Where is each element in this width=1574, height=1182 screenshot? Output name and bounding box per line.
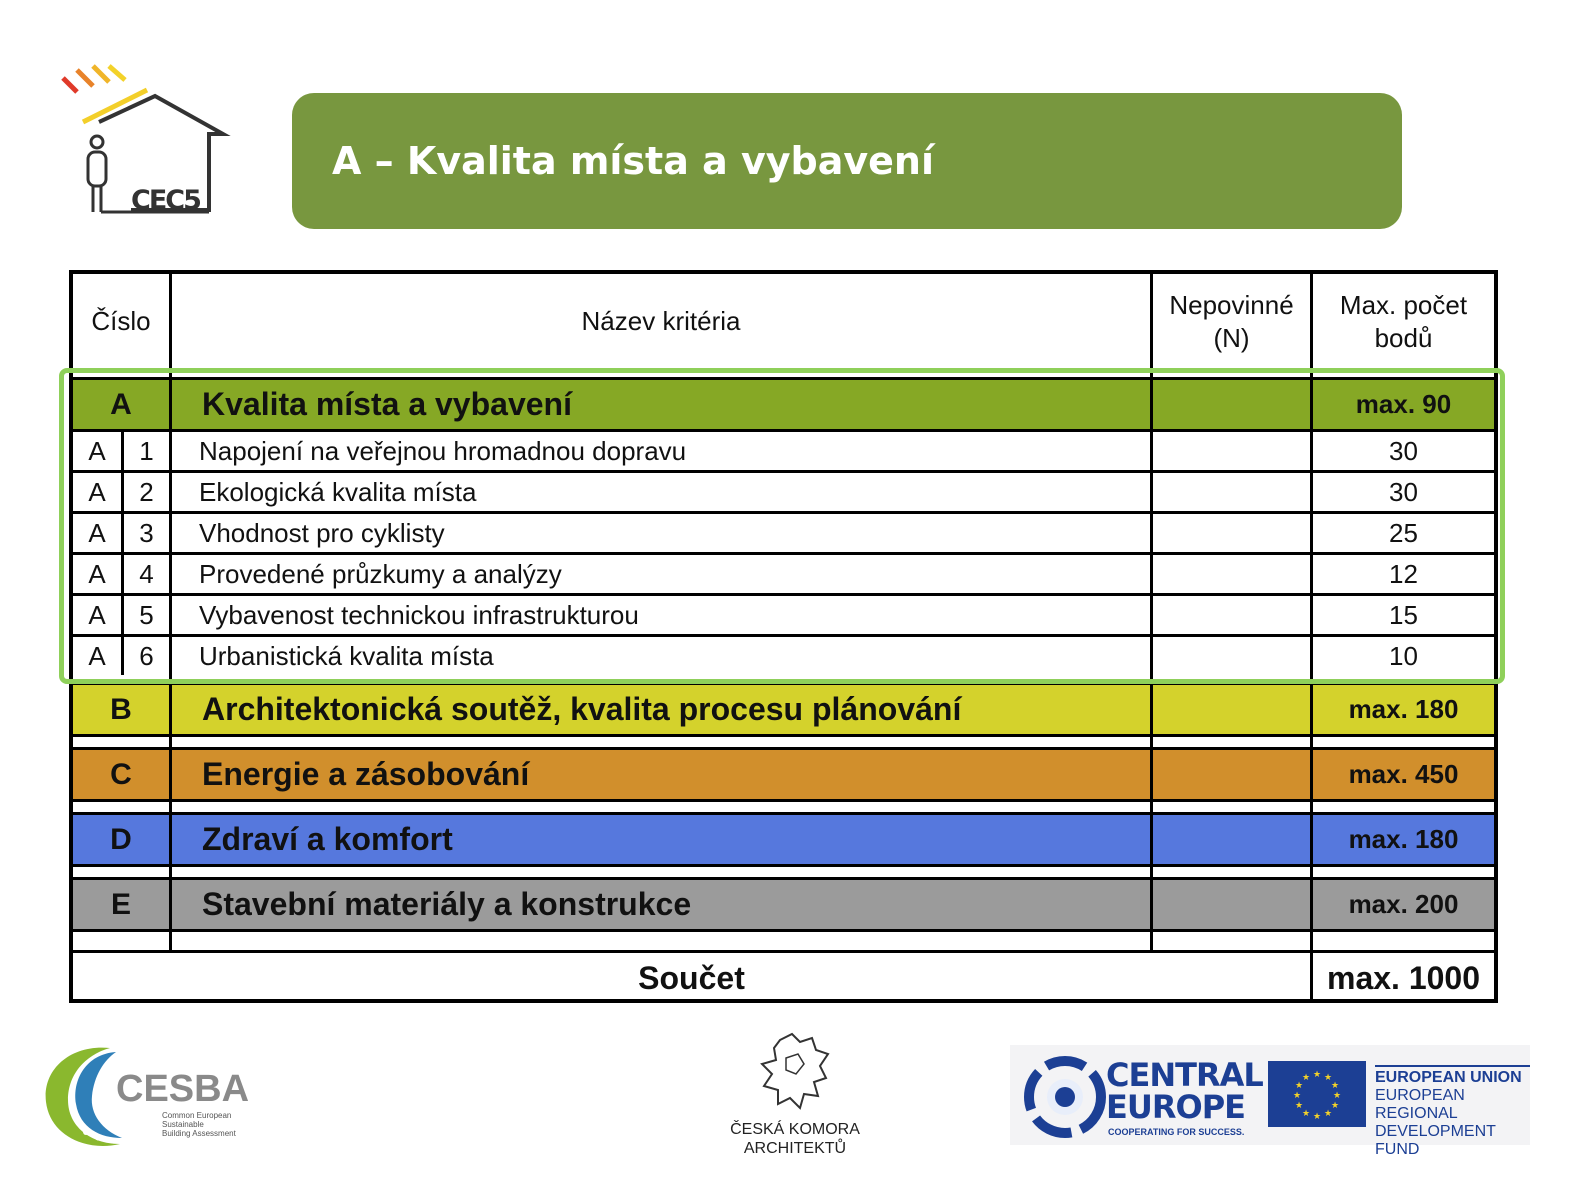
item-group: A (88, 599, 106, 630)
category-optional (1153, 815, 1310, 864)
item-name: Provedené průzkumy a analýzy (199, 558, 562, 589)
category-letter: E (73, 880, 169, 929)
item-number: 1 (139, 435, 154, 466)
divider (73, 799, 1494, 802)
item-name: Vybavenost technickou infrastrukturou (199, 599, 639, 630)
svg-text:★: ★ (1330, 1081, 1340, 1091)
item-group: A (88, 640, 106, 671)
cka-logo (720, 1030, 870, 1160)
cec5-logo-text: CEC5 (131, 185, 200, 216)
cka-line1: ČESKÁ KOMORA (730, 1121, 860, 1138)
category-letter: D (73, 815, 169, 864)
category-letter: C (73, 750, 169, 799)
item-group: A (88, 517, 106, 548)
cesba-tagline (162, 1111, 236, 1138)
item-optional (1153, 637, 1310, 675)
table-row (73, 596, 1494, 634)
item-number: 3 (139, 517, 154, 548)
item-points: 30 (1389, 435, 1418, 466)
header-optional-line2: (N) (1213, 322, 1250, 353)
cesba-tagline-line2: Sustainable (162, 1120, 204, 1129)
total-row (73, 953, 1494, 1003)
table-row (73, 432, 1494, 470)
item-optional (1153, 432, 1310, 470)
total-max: max. 1000 (1326, 959, 1480, 996)
category-a-name: Kvalita místa a vybavení (172, 380, 1150, 429)
svg-text:★: ★ (1292, 1091, 1302, 1101)
header-max-line1: Max. počet (1339, 289, 1468, 320)
category-name: Stavební materiály a konstrukce (172, 880, 1150, 929)
item-name: Napojení na veřejnou hromadnou dopravu (199, 435, 687, 466)
category-name: Energie a zásobování (172, 750, 1150, 799)
cka-text (720, 1120, 870, 1158)
column-divider (169, 274, 172, 950)
category-max: max. 180 (1313, 815, 1494, 864)
title-banner (292, 93, 1402, 229)
item-number: 2 (139, 476, 154, 507)
category-name: Architektonická soutěž, kvalita procesu plánování (172, 685, 1150, 734)
central-europe-line2: EUROPE (1106, 1088, 1245, 1126)
svg-text:★: ★ (1294, 1101, 1304, 1111)
category-max: max. 450 (1313, 750, 1494, 799)
category-row-d (73, 815, 1494, 864)
item-points: 10 (1389, 640, 1418, 671)
svg-text:★: ★ (1312, 1112, 1322, 1122)
item-name: Urbanistická kvalita místa (199, 640, 494, 671)
eu-flag-icon (1268, 1061, 1366, 1127)
column-divider (1310, 274, 1313, 999)
central-europe-logo (1010, 1045, 1265, 1145)
eu-line3: DEVELOPMENT FUND (1375, 1123, 1496, 1158)
svg-text:★: ★ (1301, 1073, 1311, 1083)
category-letter: B (73, 685, 169, 734)
item-points: 30 (1389, 476, 1418, 507)
svg-text:★: ★ (1330, 1101, 1340, 1111)
item-number: 6 (139, 640, 154, 671)
item-number: 4 (139, 558, 154, 589)
header-max-points (1313, 274, 1494, 369)
eu-line2: EUROPEAN REGIONAL (1375, 1087, 1465, 1122)
item-name: Ekologická kvalita místa (199, 476, 477, 507)
category-max: max. 180 (1313, 685, 1494, 734)
divider (73, 734, 1494, 737)
lion-icon (720, 1030, 870, 1115)
cesba-logo (40, 1040, 255, 1160)
category-row-e (73, 880, 1494, 929)
header-optional-line1: Nepovinné (1169, 289, 1294, 320)
item-points: 12 (1389, 558, 1418, 589)
central-europe-globe-icon (1020, 1053, 1110, 1143)
item-group: A (88, 435, 106, 466)
table-header-row (73, 274, 1494, 369)
table-row (73, 514, 1494, 552)
cec5-logo (55, 60, 235, 225)
category-optional (1153, 750, 1310, 799)
svg-text:★: ★ (1332, 1091, 1342, 1101)
category-row-b (73, 685, 1494, 734)
divider (73, 864, 1494, 867)
header-number: Číslo (91, 306, 151, 336)
cesba-name: CESBA (116, 1068, 250, 1110)
item-group: A (88, 558, 106, 589)
criteria-table (69, 270, 1498, 1003)
svg-text:★: ★ (1312, 1070, 1322, 1080)
svg-text:★: ★ (1294, 1081, 1304, 1091)
table-row (73, 555, 1494, 593)
cesba-tagline-line1: Common European (162, 1111, 232, 1120)
item-group: A (88, 476, 106, 507)
cka-line2: ARCHITEKTŮ (743, 1140, 847, 1157)
central-europe-line1: CENTRAL (1106, 1056, 1263, 1094)
total-label: Součet (638, 959, 745, 996)
central-europe-text (1106, 1056, 1263, 1126)
item-name: Vhodnost pro cyklisty (199, 517, 445, 548)
table-row (73, 637, 1494, 675)
category-max: max. 200 (1313, 880, 1494, 929)
central-europe-tagline: COOPERATING FOR SUCCESS. (1108, 1127, 1245, 1137)
svg-text:★: ★ (1323, 1073, 1333, 1083)
category-name: Zdraví a komfort (172, 815, 1150, 864)
page-title: A – Kvalita místa a vybavení (332, 139, 934, 183)
category-row-c (73, 750, 1494, 799)
item-points: 25 (1389, 517, 1418, 548)
svg-text:★: ★ (1301, 1109, 1311, 1119)
header-max-line2: bodů (1374, 322, 1433, 353)
table-row (73, 473, 1494, 511)
column-divider (1150, 274, 1153, 950)
divider (73, 929, 1494, 932)
eu-logo (1265, 1045, 1530, 1158)
item-optional (1153, 514, 1310, 552)
eu-line1: EUROPEAN UNION (1375, 1069, 1522, 1086)
header-optional (1153, 274, 1310, 369)
category-row-a (73, 380, 1494, 429)
cesba-tagline-line3: Building Assessment (162, 1129, 236, 1138)
item-points: 15 (1389, 599, 1418, 630)
category-a-max: max. 90 (1313, 380, 1494, 429)
header-name: Název kritéria (581, 306, 741, 336)
category-optional (1153, 880, 1310, 929)
svg-text:★: ★ (1323, 1109, 1333, 1119)
item-optional (1153, 473, 1310, 511)
item-optional (1153, 555, 1310, 593)
item-number: 5 (139, 599, 154, 630)
eu-text (1375, 1065, 1530, 1159)
category-a-optional (1153, 380, 1310, 429)
category-a-letter: A (73, 380, 169, 429)
category-optional (1153, 685, 1310, 734)
item-optional (1153, 596, 1310, 634)
